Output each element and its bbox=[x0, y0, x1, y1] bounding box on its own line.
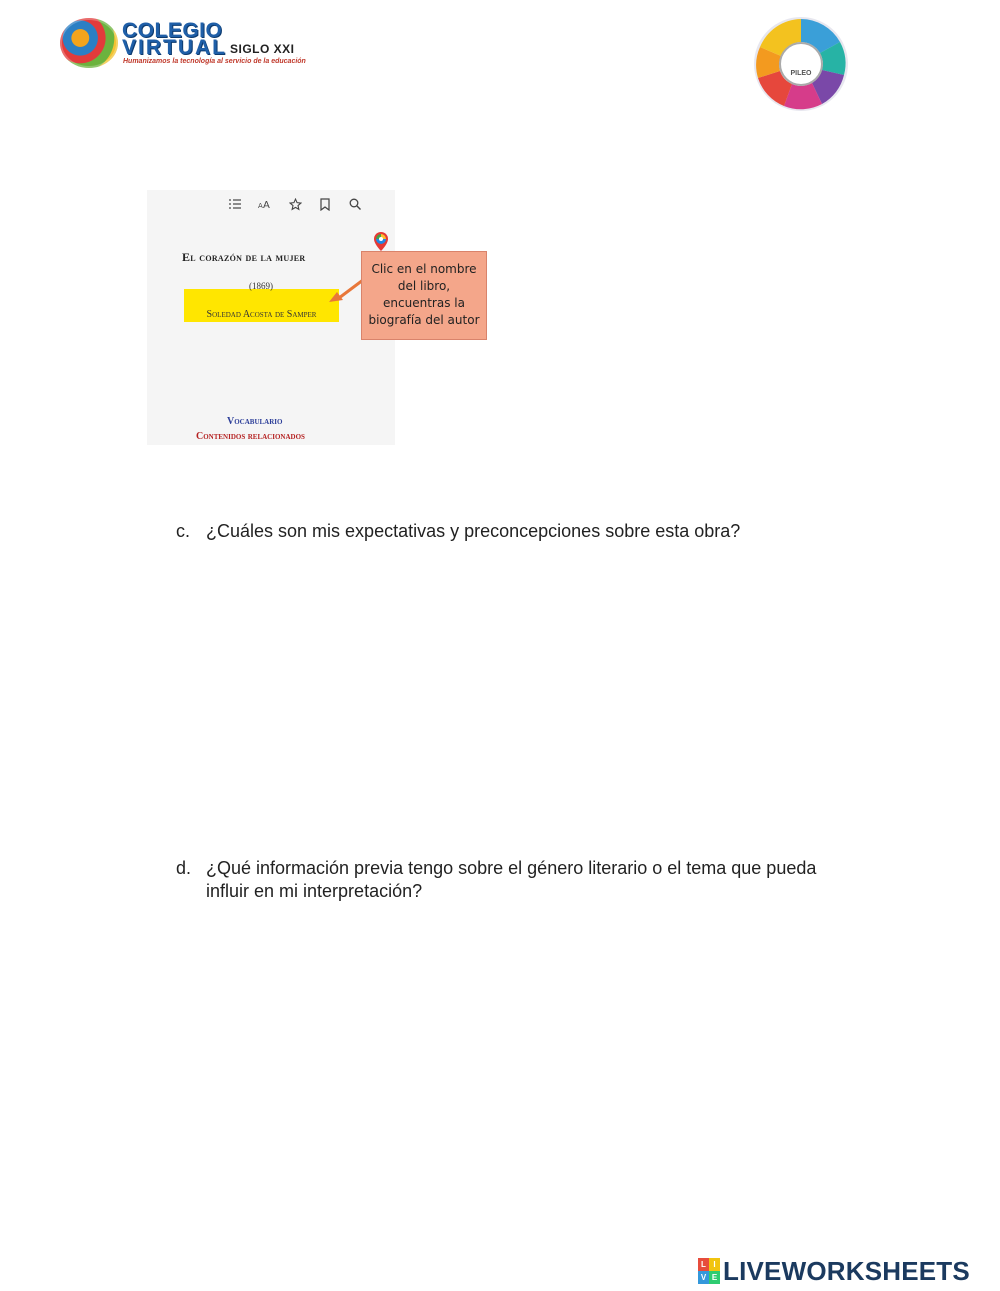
live-badge-icon bbox=[698, 1258, 720, 1284]
pileo-logo bbox=[752, 15, 850, 113]
ebook-screenshot bbox=[147, 190, 480, 445]
badge-letter: E bbox=[709, 1271, 720, 1284]
question-letter: c. bbox=[176, 521, 191, 541]
search-icon[interactable] bbox=[347, 196, 363, 212]
font-size-icon[interactable] bbox=[257, 196, 273, 212]
liveworksheets-brand: LIVEWORKSHEETS bbox=[723, 1255, 970, 1286]
school-logo bbox=[60, 18, 320, 70]
school-name-line2: VIRTUAL bbox=[122, 36, 227, 59]
school-name-line1: COLEGIO bbox=[122, 19, 223, 42]
author-name[interactable]: Soledad Acosta de Samper bbox=[206, 309, 317, 320]
question-letter: d. bbox=[176, 858, 192, 878]
question-text: ¿Cuáles son mis expectativas y preconcepciones sobre esta obra? bbox=[206, 521, 741, 541]
map-pin-icon bbox=[373, 232, 389, 252]
school-emblem-icon bbox=[60, 18, 118, 68]
question-d bbox=[176, 857, 826, 903]
callout-note: Clic en el nombre del libro, encuentras la biografía del autor bbox=[361, 251, 487, 340]
badge-letter: I bbox=[709, 1258, 720, 1271]
question-text: ¿Qué información previa tengo sobre el género literario o el tema que pueda influir en mi interpretación? bbox=[206, 858, 817, 901]
school-tagline: Humanizamos la tecnología al servicio de la educación bbox=[123, 58, 306, 65]
pileo-label: PILEO bbox=[779, 42, 823, 86]
svg-text:A: A bbox=[263, 200, 270, 209]
ebook-toolbar bbox=[227, 196, 363, 212]
liveworksheets-logo bbox=[698, 1257, 970, 1285]
list-icon[interactable] bbox=[227, 196, 243, 212]
question-c bbox=[176, 520, 826, 543]
book-title-link[interactable]: El corazón de la mujer bbox=[182, 250, 306, 264]
badge-letter: V bbox=[698, 1271, 709, 1284]
book-year: (1869) bbox=[249, 281, 273, 291]
svg-text:A: A bbox=[258, 202, 263, 209]
vocabulary-link[interactable]: Vocabulario bbox=[227, 416, 283, 427]
school-suffix: SIGLO XXI bbox=[230, 42, 295, 56]
badge-letter: L bbox=[698, 1258, 709, 1271]
author-highlight bbox=[184, 289, 339, 322]
related-contents-link[interactable]: Contenidos relacionados bbox=[196, 431, 305, 442]
star-icon[interactable] bbox=[287, 196, 303, 212]
bookmark-icon[interactable] bbox=[317, 196, 333, 212]
